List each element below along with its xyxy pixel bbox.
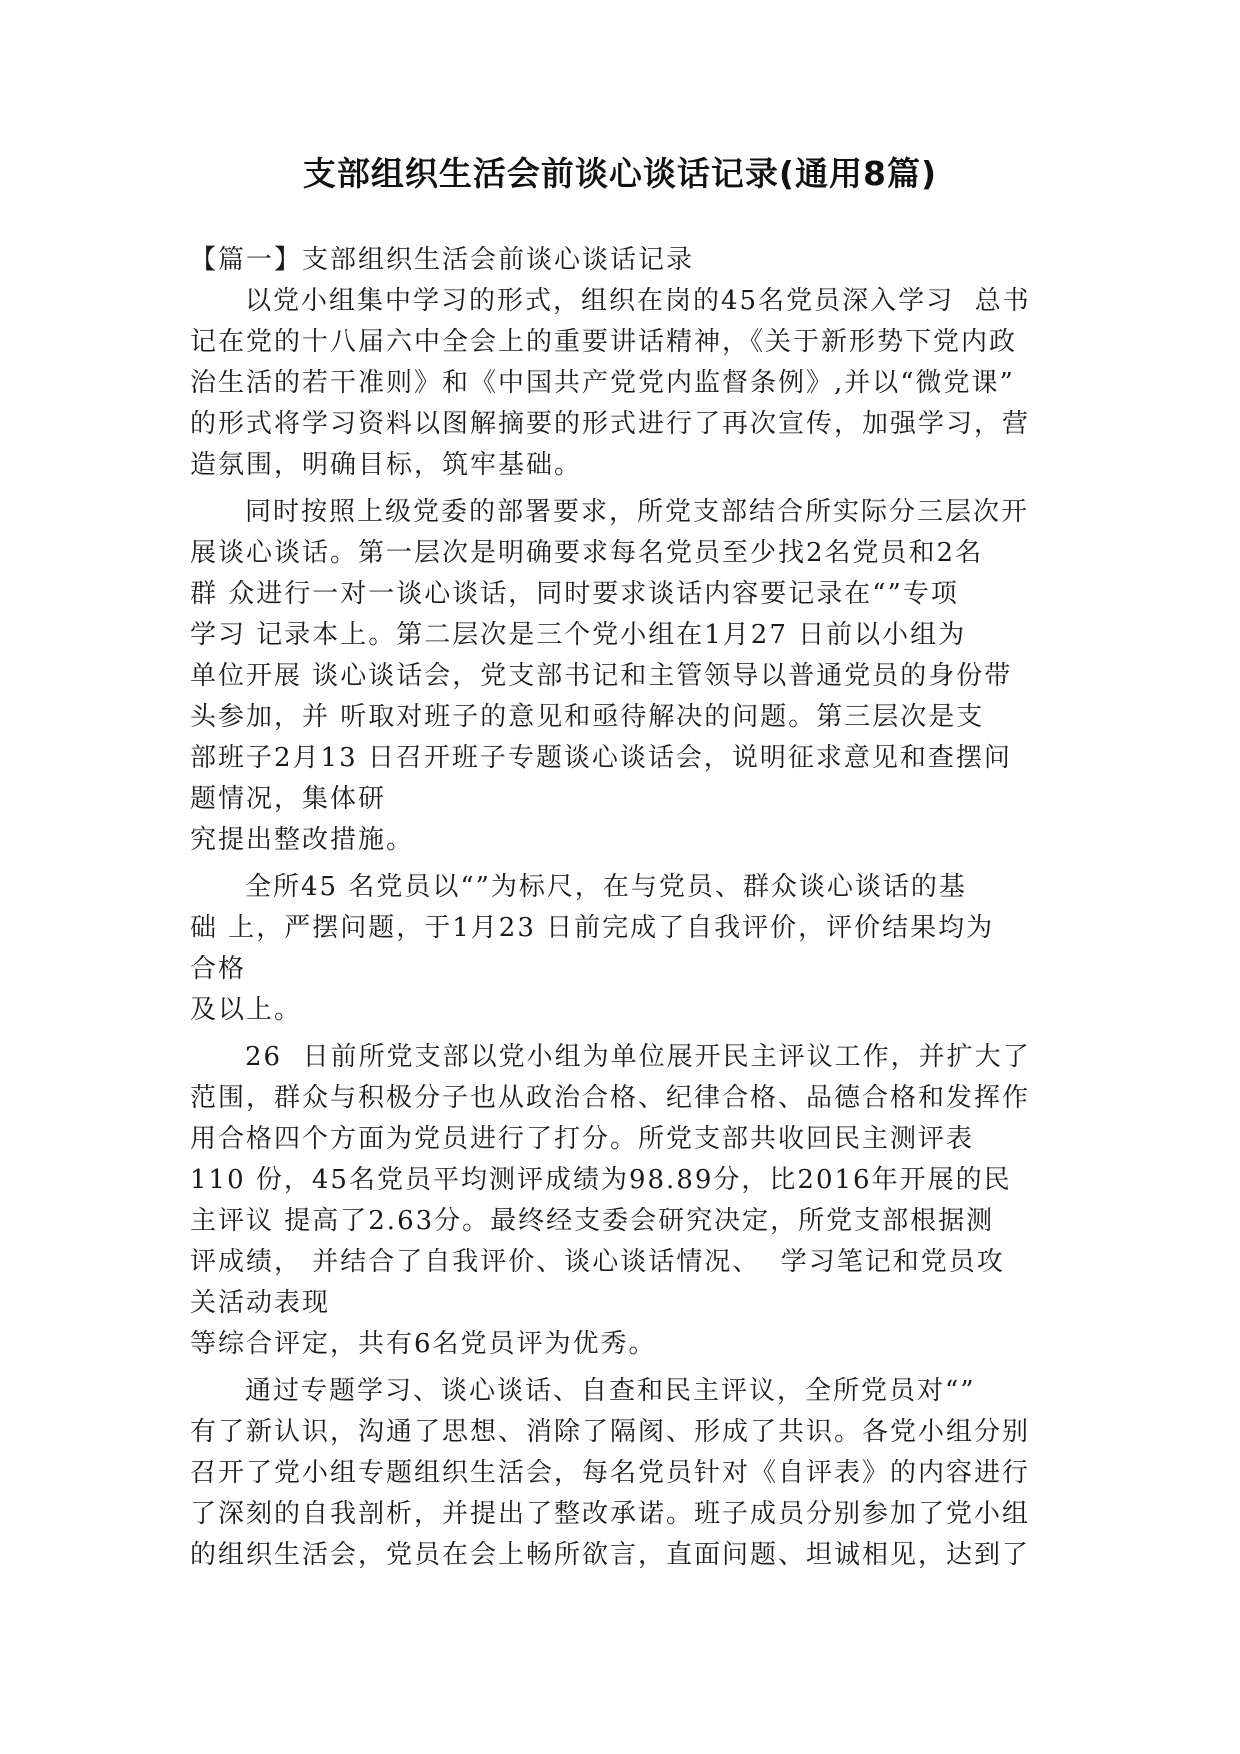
paragraph-line: 了深刻的自我剖析，并提出了整改承诺。班子成员分别参加了党小组 [190,1499,1031,1529]
paragraph-line: 有了新认识，沟通了思想、消除了隔阂、形成了共识。各党小组分别 [190,1417,1031,1447]
paragraph-line: 造氛围，明确目标，筑牢基础。 [190,450,583,480]
paragraph-line: 评成绩， 并结合了自我评价、谈心谈话情况、 学习笔记和党员攻 [190,1247,1005,1277]
paragraph-2 [190,492,1050,861]
paragraph-line: 用合格四个方面为党员进行了打分。所党支部共收回民主测评表 [190,1124,975,1154]
paragraph-line: 的组织生活会，党员在会上畅所欲言，直面问题、坦诚相见，达到了 [190,1540,1031,1570]
paragraph-line: 110 份，45名党员平均测评成绩为98.89分，比2016年开展的民 [190,1165,1012,1195]
paragraph-line: 等综合评定，共有6名党员评为优秀。 [190,1329,657,1359]
paragraph-line: 记在党的十八届六中全会上的重要讲话精神，《关于新形势下党内政 [190,327,1018,357]
paragraph-4 [190,1037,1050,1365]
paragraph-line: 同时按照上级党委的部署要求，所党支部结合所实际分三层次开 [245,497,1030,527]
paragraph-line: 全所45 名党员以“”为标尺，在与党员、群众谈心谈话的基 [245,872,967,902]
paragraph-line: 通过专题学习、谈心谈话、自查和民主评议，全所党员对“” [245,1376,976,1406]
paragraph-line: 部班子2月13 日召开班子专题谈心谈话会，说明征求意见和查摆问 [190,743,1012,773]
paragraph-line: 治生活的若干准则》和《中国共产党党内监督条例》,并以“微党课” [190,368,1015,398]
paragraph-line: 头参加，并 听取对班子的意见和亟待解决的问题。第三层次是支 [190,702,985,732]
paragraph-line: 26 日前所党支部以党小组为单位展开民主评议工作，并扩大了 [245,1042,1031,1072]
paragraph-line: 群 众进行一对一谈心谈话，同时要求谈话内容要记录在“”专项 [190,579,959,609]
paragraph-5 [190,1371,1050,1576]
paragraph-3 [190,867,1050,1031]
section-heading: 【篇一】支部组织生活会前谈心谈话记录 [190,245,695,275]
paragraph-line: 展谈心谈话。第一层次是明确要求每名党员至少找2名党员和2名 [190,538,984,568]
paragraph-line: 合格 [190,954,247,984]
paragraph-line: 础 上，严摆问题，于1月23 日前完成了自我评价，评价结果均为 [190,913,995,943]
paragraph-line: 召开了党小组专题组织生活会，每名党员针对《自评表》的内容进行 [190,1458,1031,1488]
paragraph-line: 关活动表现 [190,1288,331,1318]
paragraph-line: 究提出整改措施。 [190,825,415,855]
paragraph-1 [190,281,1050,486]
paragraph-line: 及以上。 [190,995,303,1025]
paragraph-line: 以党小组集中学习的形式，组织在岗的45名党员深入学习 总书 [245,286,1031,316]
paragraph-line: 单位开展 谈心谈话会，党支部书记和主管领导以普通党员的身份带 [190,661,1013,691]
document-body [190,240,1050,1576]
paragraph-line: 的形式将学习资料以图解摘要的形式进行了再次宣传，加强学习，营 [190,409,1031,439]
paragraph-line: 主评议 提高了2.63分。最终经支委会研究决定，所党支部根据测 [190,1206,995,1236]
paragraph-line: 学习 记录本上。第二层次是三个党小组在1月27 日前以小组为 [190,620,967,650]
document-title: 支部组织生活会前谈心谈话记录(通用8篇) [302,154,938,193]
paragraph-line: 题情况，集体研 [190,784,387,814]
paragraph-line: 范围，群众与积极分子也从政治合格、纪律合格、品德合格和发挥作 [190,1083,1031,1113]
